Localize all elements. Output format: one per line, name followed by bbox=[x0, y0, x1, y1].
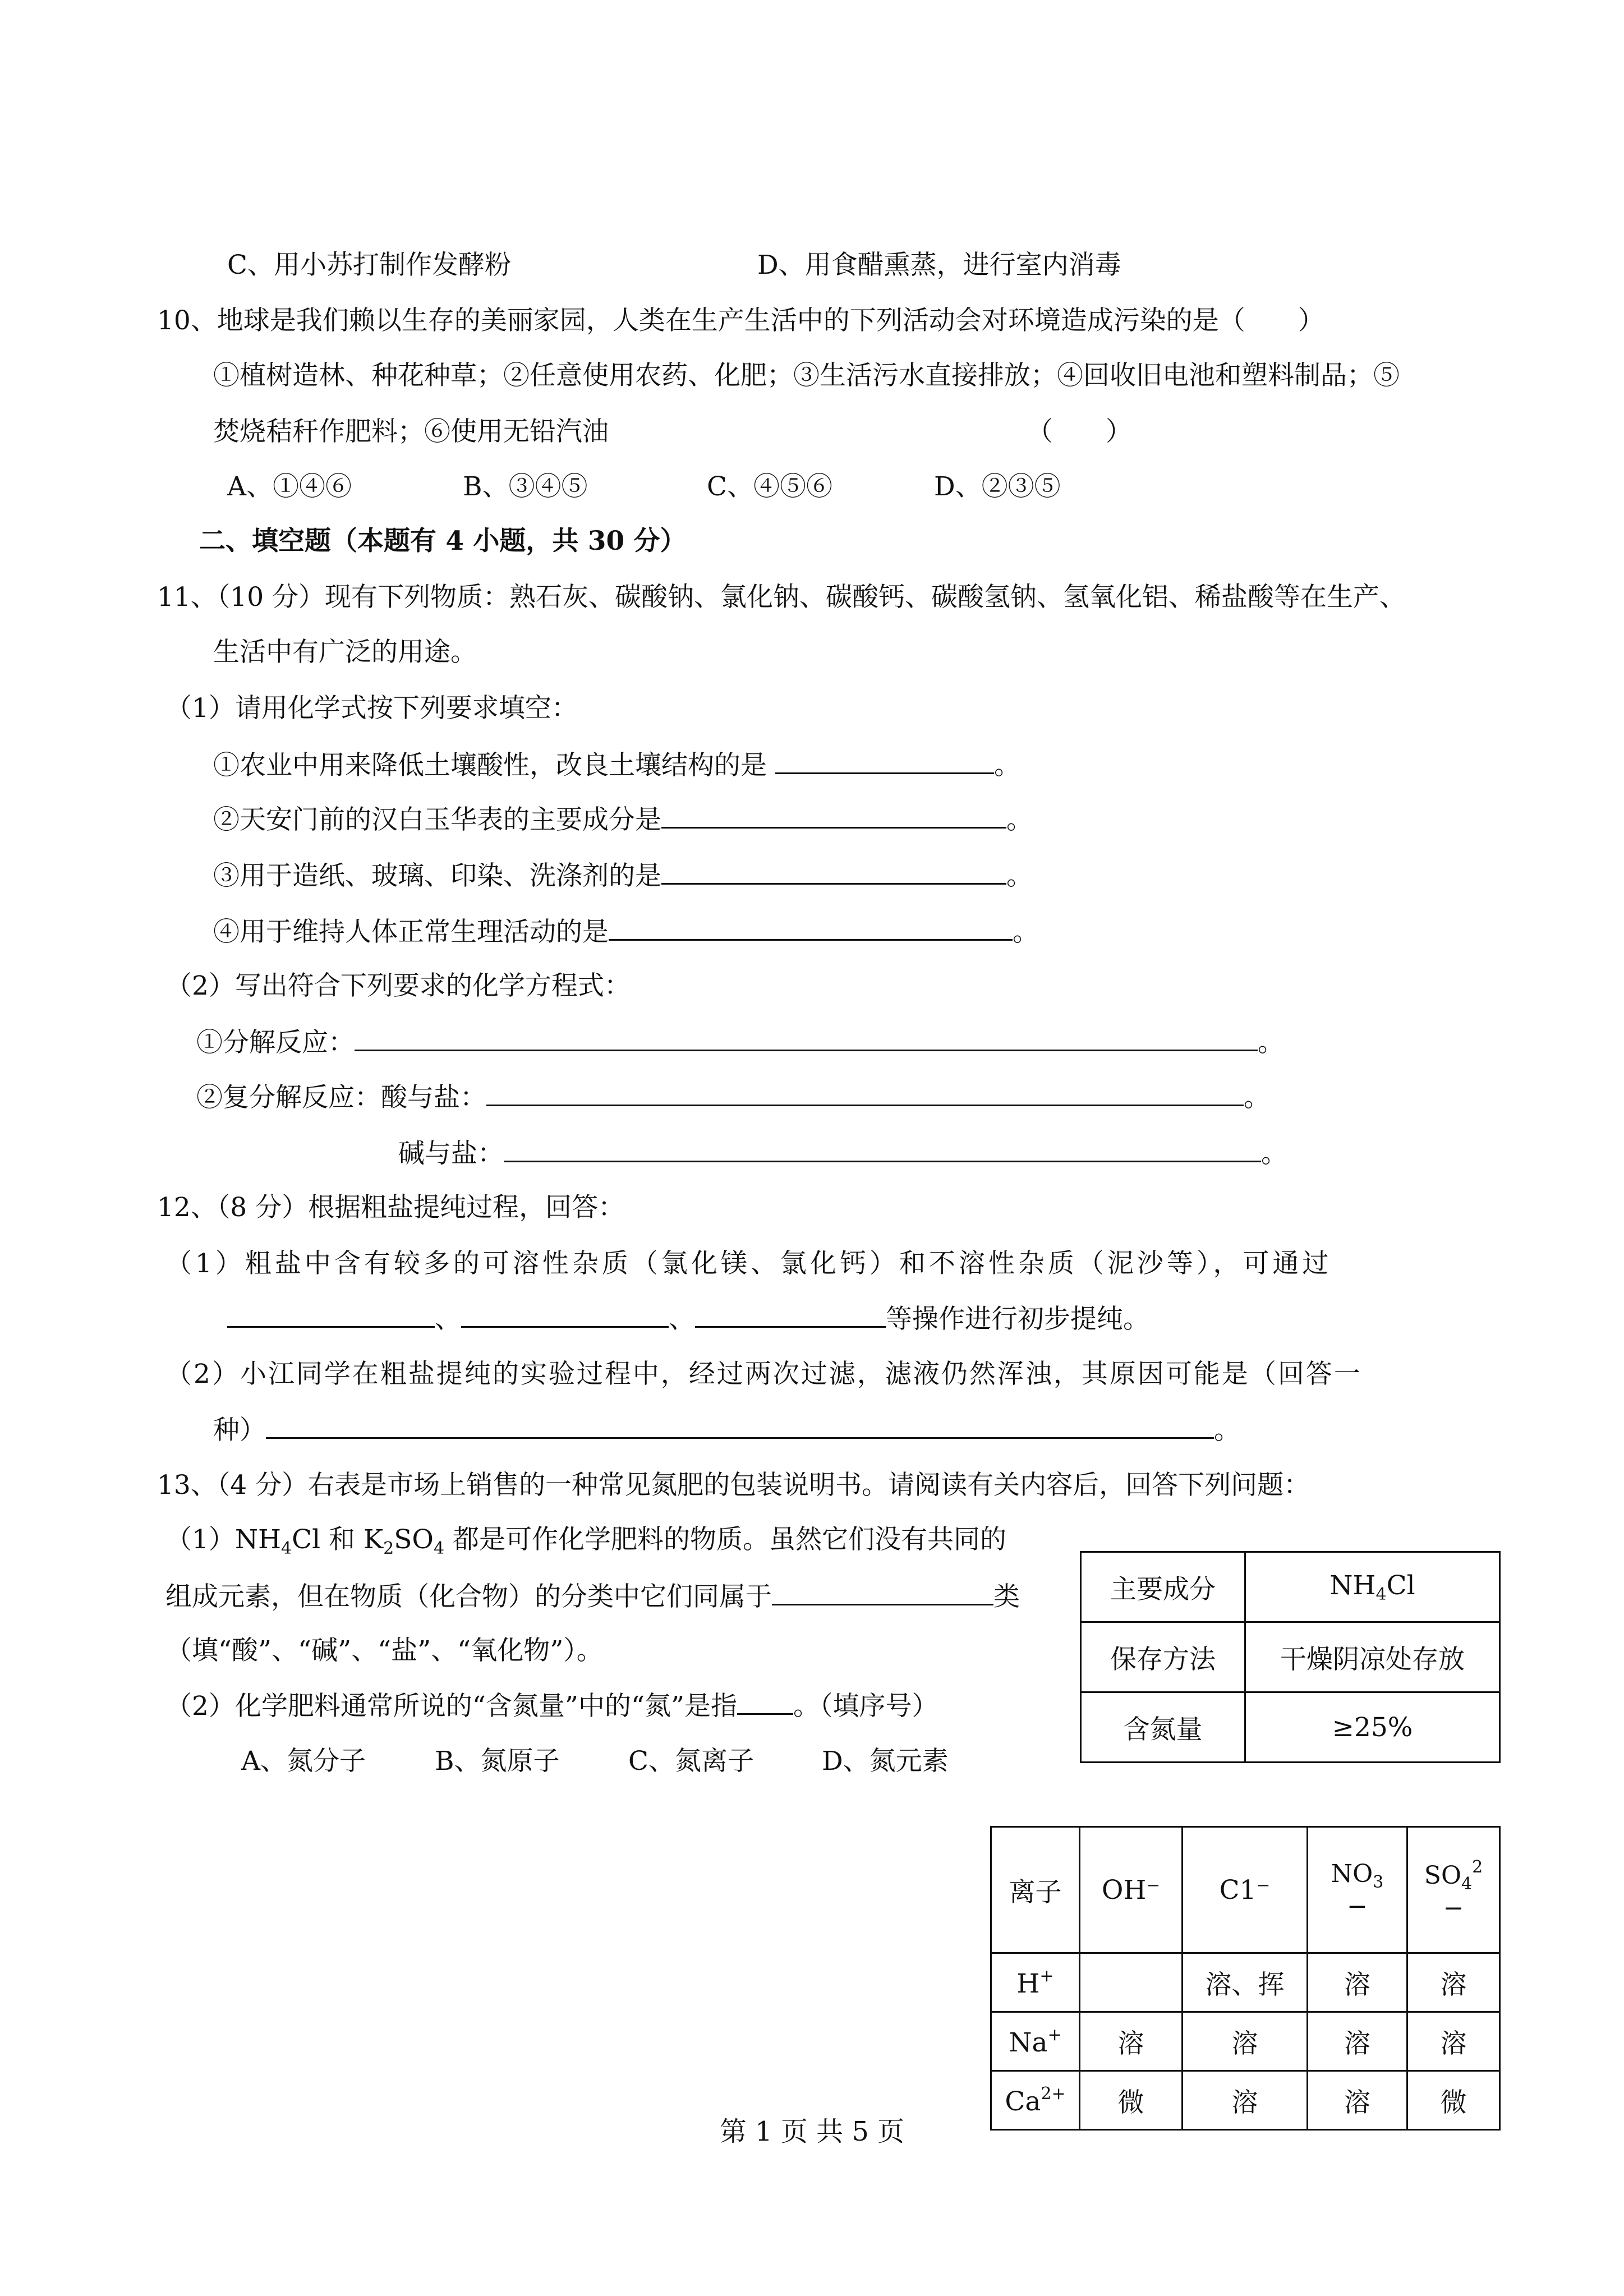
answer-blank[interactable] bbox=[772, 1579, 993, 1605]
answer-blank[interactable] bbox=[661, 802, 1006, 829]
q11-equation-2-label: ②复分解反应：酸与盐： bbox=[196, 1082, 486, 1113]
solubility-header-no3 bbox=[1308, 1827, 1407, 1953]
q13-part2-end: 。（填序号） bbox=[793, 1691, 938, 1722]
q12-part1-tail: 等操作进行初步提纯。 bbox=[886, 1304, 1149, 1335]
q10-option-d: D、②③⑤ bbox=[934, 471, 1061, 502]
formula-so: SO bbox=[394, 1524, 434, 1555]
superscript: 2+ bbox=[1041, 2083, 1066, 2104]
answer-blank[interactable] bbox=[227, 1301, 435, 1328]
ion-symbol: Ca bbox=[1005, 2086, 1041, 2117]
q11-part2: （2）写出符合下列要求的化学方程式： bbox=[165, 970, 631, 1001]
fertilizer-label-table bbox=[1080, 1551, 1501, 1763]
q10-items-line2: 焚烧秸秆作肥料；⑥使用无铅汽油 bbox=[213, 416, 609, 447]
q11-equation-3 bbox=[398, 1136, 1287, 1171]
fert-label-nitrogen: 含氮量 bbox=[1081, 1692, 1245, 1763]
q9-option-c: C、用小苏打制作发酵粉 bbox=[227, 250, 511, 280]
formula-nh: （1）NH bbox=[165, 1524, 282, 1555]
q12-stem: 12、（8 分）根据粗盐提纯过程，回答： bbox=[157, 1192, 625, 1223]
charge-sign: − bbox=[1443, 1894, 1464, 1922]
period: 。 bbox=[1244, 1082, 1270, 1113]
q11-item-1 bbox=[213, 748, 1020, 783]
answer-blank[interactable] bbox=[486, 1080, 1244, 1106]
answer-blank[interactable] bbox=[355, 1025, 1258, 1051]
q13-part1-line2-text: 组成元素，但在物质（化合物）的分类中它们同属于 bbox=[165, 1581, 772, 1612]
superscript: 2 bbox=[1472, 1857, 1483, 1877]
cation-na bbox=[991, 2012, 1080, 2071]
q12-part2-label: 种） bbox=[213, 1415, 266, 1446]
q11-equation-1 bbox=[196, 1025, 1284, 1060]
q13-stem: 13、（4 分）右表是市场上销售的一种常见氮肥的包装说明书。请阅读有关内容后，回答下列问题： bbox=[157, 1470, 1310, 1501]
q11-item-2 bbox=[213, 802, 1033, 837]
q11-item-1-text: ①农业中用来降低土壤酸性，改良土壤结构的是 bbox=[213, 750, 767, 781]
separator: 、 bbox=[669, 1304, 695, 1335]
ion-symbol: Na bbox=[1009, 2027, 1048, 2058]
q12-part1-line1: （1）粗盐中含有较多的可溶性杂质（氯化镁、氯化钙）和不溶性杂质（泥沙等），可通过 bbox=[165, 1248, 1332, 1279]
superscript: + bbox=[1039, 1966, 1054, 1986]
solubility-header-oh: OH⁻ bbox=[1080, 1827, 1183, 1953]
q11-stem-line1: 11、（10 分）现有下列物质：熟石灰、碳酸钠、氯化钠、碳酸钙、碳酸氢钠、氢氧化铝、稀盐酸等在生产、 bbox=[157, 582, 1406, 613]
formula-no: NO bbox=[1331, 1859, 1373, 1888]
charge-sign: − bbox=[1347, 1892, 1368, 1921]
solubility-header-ion: 离子 bbox=[991, 1827, 1080, 1953]
solubility-table bbox=[990, 1826, 1501, 2131]
q13-part1-line2 bbox=[165, 1579, 1020, 1614]
q12-part2-line1: （2）小江同学在粗盐提纯的实验过程中，经过两次过滤，滤液仍然浑浊，其原因可能是（回答一 bbox=[165, 1359, 1362, 1389]
answer-blank[interactable] bbox=[775, 748, 994, 774]
q10-answer-paren: （ ） bbox=[1027, 416, 1132, 447]
q11-equation-2 bbox=[196, 1080, 1270, 1115]
q11-item-3 bbox=[213, 858, 1033, 893]
subscript: 4 bbox=[433, 1539, 445, 1558]
answer-blank[interactable] bbox=[737, 1688, 793, 1715]
answer-blank[interactable] bbox=[461, 1301, 669, 1328]
period: 。 bbox=[1261, 1138, 1287, 1169]
q9-option-d: D、用食醋熏蒸，进行室内消毒 bbox=[757, 250, 1121, 280]
answer-blank[interactable] bbox=[695, 1301, 886, 1328]
q11-item-4 bbox=[213, 914, 1039, 949]
formula-nh: NH bbox=[1329, 1570, 1376, 1601]
section-2-title: 二、填空题（本题有 4 小题，共 30 分） bbox=[199, 526, 687, 556]
q12-part1-line2 bbox=[227, 1301, 1149, 1336]
q10-option-a: A、①④⑥ bbox=[227, 471, 352, 502]
cell: 溶 bbox=[1308, 1953, 1407, 2012]
q13-part1-line3: （填“酸”、“碱”、“盐”、“氧化物”）。 bbox=[165, 1635, 603, 1666]
cell: 溶 bbox=[1308, 2012, 1407, 2071]
fert-value-ingredient bbox=[1245, 1552, 1500, 1622]
cell: 微 bbox=[1407, 2071, 1500, 2130]
ion-symbol: H bbox=[1016, 1968, 1040, 1999]
subscript: 4 bbox=[1461, 1874, 1473, 1894]
cell: 溶 bbox=[1407, 2012, 1500, 2071]
period: 。 bbox=[1214, 1415, 1240, 1446]
q13-option-d: D、氮元素 bbox=[822, 1746, 949, 1777]
q10-option-b: B、③④⑤ bbox=[463, 471, 588, 502]
answer-blank[interactable] bbox=[504, 1136, 1261, 1162]
q11-stem-line2: 生活中有广泛的用途。 bbox=[213, 637, 477, 668]
q13-part2 bbox=[165, 1688, 938, 1723]
table-row bbox=[991, 1953, 1500, 2012]
q11-equation-3-label: 碱与盐： bbox=[398, 1138, 504, 1169]
q10-stem: 10、地球是我们赖以生存的美丽家园，人类在生产生活中的下列活动会对环境造成污染的是（ ） bbox=[157, 305, 1324, 336]
q11-equation-1-label: ①分解反应： bbox=[196, 1027, 355, 1058]
fert-value-nitrogen: ≥25% bbox=[1245, 1692, 1500, 1763]
subscript: 4 bbox=[1375, 1584, 1387, 1604]
q13-part2-text: （2）化学肥料通常所说的“含氮量”中的“氮”是指 bbox=[165, 1691, 738, 1722]
subscript: 2 bbox=[383, 1539, 394, 1558]
q10-items-line1: ①植树造林、种花种草；②任意使用农药、化肥；③生活污水直接排放；④回收旧电池和塑料制品；⑤ bbox=[213, 360, 1400, 391]
cell: 溶 bbox=[1308, 2071, 1407, 2130]
fert-value-storage: 干燥阴凉处存放 bbox=[1245, 1622, 1500, 1692]
solubility-header-so4 bbox=[1407, 1827, 1500, 1953]
period: 。 bbox=[1013, 917, 1039, 947]
fert-label-ingredient: 主要成分 bbox=[1081, 1552, 1245, 1622]
q11-item-4-text: ④用于维持人体正常生理活动的是 bbox=[213, 917, 609, 947]
formula-cl: Cl bbox=[1386, 1570, 1415, 1601]
q11-part1: （1）请用化学式按下列要求填空： bbox=[165, 693, 578, 724]
q11-item-2-text: ②天安门前的汉白玉华表的主要成分是 bbox=[213, 804, 661, 835]
period: 。 bbox=[1006, 804, 1033, 835]
cell: 溶 bbox=[1183, 2071, 1308, 2130]
solubility-header-cl: C1⁻ bbox=[1183, 1827, 1308, 1953]
subscript: 3 bbox=[1373, 1872, 1384, 1892]
cell: 溶、挥 bbox=[1183, 1953, 1308, 2012]
period: 。 bbox=[1258, 1027, 1284, 1058]
cell: 溶 bbox=[1183, 2012, 1308, 2071]
cell: 微 bbox=[1080, 2071, 1183, 2130]
formula-so: SO bbox=[1424, 1861, 1462, 1890]
q13-option-b: B、氮原子 bbox=[435, 1746, 560, 1777]
q12-part2-line2 bbox=[213, 1412, 1240, 1447]
answer-blank[interactable] bbox=[266, 1412, 1214, 1439]
period: 。 bbox=[1006, 861, 1033, 891]
cell: 溶 bbox=[1080, 2012, 1183, 2071]
q13-part1-text: 都是可作化学肥料的物质。虽然它们没有共同的 bbox=[444, 1524, 1006, 1555]
table-row bbox=[991, 2012, 1500, 2071]
formula-cl-k: Cl 和 K bbox=[292, 1524, 384, 1555]
cation-h bbox=[991, 1953, 1080, 2012]
fert-label-storage: 保存方法 bbox=[1081, 1622, 1245, 1692]
period: 。 bbox=[993, 750, 1020, 781]
q11-item-3-text: ③用于造纸、玻璃、印染、洗涤剂的是 bbox=[213, 861, 661, 891]
subscript: 4 bbox=[281, 1539, 292, 1558]
q13-option-c: C、氮离子 bbox=[628, 1746, 754, 1777]
q13-option-a: A、氮分子 bbox=[241, 1746, 366, 1777]
q13-part1-line1 bbox=[165, 1523, 1006, 1566]
cell bbox=[1080, 1953, 1183, 2012]
separator: 、 bbox=[435, 1304, 461, 1335]
cell: 溶 bbox=[1407, 1953, 1500, 2012]
q13-part1-line2-end: 类 bbox=[993, 1581, 1020, 1612]
q10-option-c: C、④⑤⑥ bbox=[707, 471, 832, 502]
answer-blank[interactable] bbox=[609, 914, 1013, 941]
page-number: 第 1 页 共 5 页 bbox=[719, 2116, 905, 2147]
superscript: + bbox=[1047, 2024, 1062, 2045]
answer-blank[interactable] bbox=[661, 858, 1006, 885]
